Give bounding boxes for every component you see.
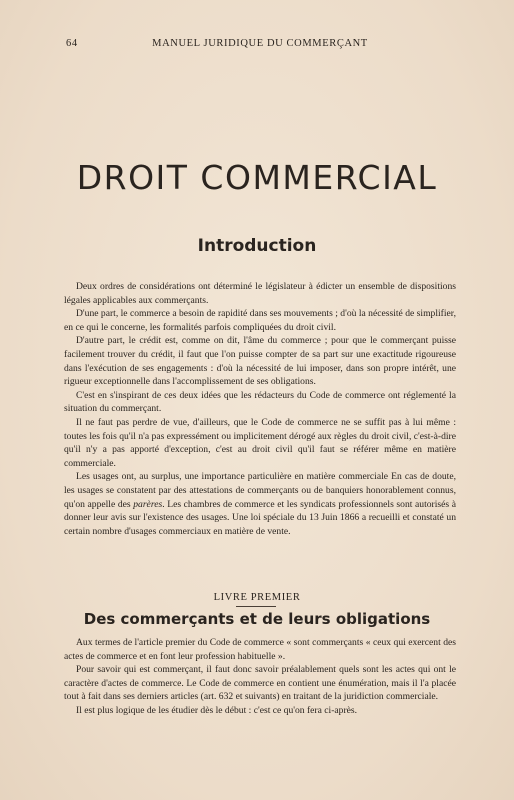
running-head-title: MANUEL JURIDIQUE DU COMMERÇANT bbox=[152, 38, 368, 49]
intro-text bbox=[64, 280, 456, 538]
paragraph: Il ne faut pas perdre de vue, d'ailleurs, que le Code de commerce ne se suffit pas à lui même : toutes les fois qu'il n'a pas expressément ou implicitement dérogé aux règles du droit civil, c'est-à-dire qu'il n'y a pas apporté d'exception, c'est au droit civil qu'il faut se référer même en matière commerciale. bbox=[64, 416, 456, 469]
paragraph: Deux ordres de considérations ont déterminé le législateur à édicter un ensemble de dispositions légales applicables aux commerçants. bbox=[64, 281, 456, 306]
book-heading: LIVRE PREMIER bbox=[213, 592, 301, 603]
chapter-title: Des commerçants et de leurs obligations bbox=[83, 610, 431, 628]
paragraph-usages bbox=[64, 470, 456, 538]
page-number: 64 bbox=[66, 38, 78, 49]
paragraph: D'autre part, le crédit est, comme on dit, l'âme du commerce ; pour que le commerçant puisse facilement trouver du crédit, il faut que l'on puisse compter de sa part sur une exactitude rigoureuse dans l'exécution de ses engagements : d'où la nécessité de lui imposer, dans son propre intérêt, une rigueur exceptionnelle dans l'accomplissement de ses obligations. bbox=[64, 335, 456, 388]
paragraph: C'est en s'inspirant de ces deux idées que les rédacteurs du Code de commerce ont réglementé la situation du commerçant. bbox=[64, 389, 456, 415]
main-title: DROIT COMMERCIAL bbox=[76, 158, 438, 197]
running-head bbox=[66, 38, 454, 52]
usages-text-end: . Les chambres de commerce et les syndicats professionnels sont autorisés à donner leur avis sur l'existence des usages. Une loi spéciale du 13 Juin 1866 a recueilli et constaté un certain nombre d'usages commerciaux en matière de vente. bbox=[64, 498, 456, 537]
usages-text-start: Les usages ont, au surplus, une importance particulière en matière commerciale En cas de doute, les usages se constatent par des attestations de commerçants ou de banquiers honorablement connus, qu'on appelle des bbox=[64, 471, 456, 510]
usages-italic-term: parères bbox=[133, 498, 163, 510]
section-title: Introduction bbox=[197, 236, 317, 256]
paragraph: Il est plus logique de les étudier dès le début : c'est ce qu'on fera ci-après. bbox=[76, 704, 358, 716]
chapter-text bbox=[64, 636, 456, 718]
paragraph: D'une part, le commerce a besoin de rapidité dans ses mouvements ; d'où la nécessité de simplifier, en ce qui le concerne, les formalités parfois compliquées du droit civil. bbox=[64, 308, 456, 333]
paragraph: Aux termes de l'article premier du Code de commerce « sont commerçants « ceux qui exercent des actes de commerce et en font leur profession habituelle ». bbox=[64, 637, 456, 662]
paragraph: Pour savoir qui est commerçant, il faut donc savoir préalablement quels sont les actes qui ont le caractère d'actes de commerce. Le Code de commerce en contient une énumération, mais il l'a placée tout à fait dans ses derniers articles (art. 632 et suivants) en traitant de la juridiction commerciale. bbox=[64, 664, 456, 703]
book-heading-rule bbox=[236, 606, 276, 607]
